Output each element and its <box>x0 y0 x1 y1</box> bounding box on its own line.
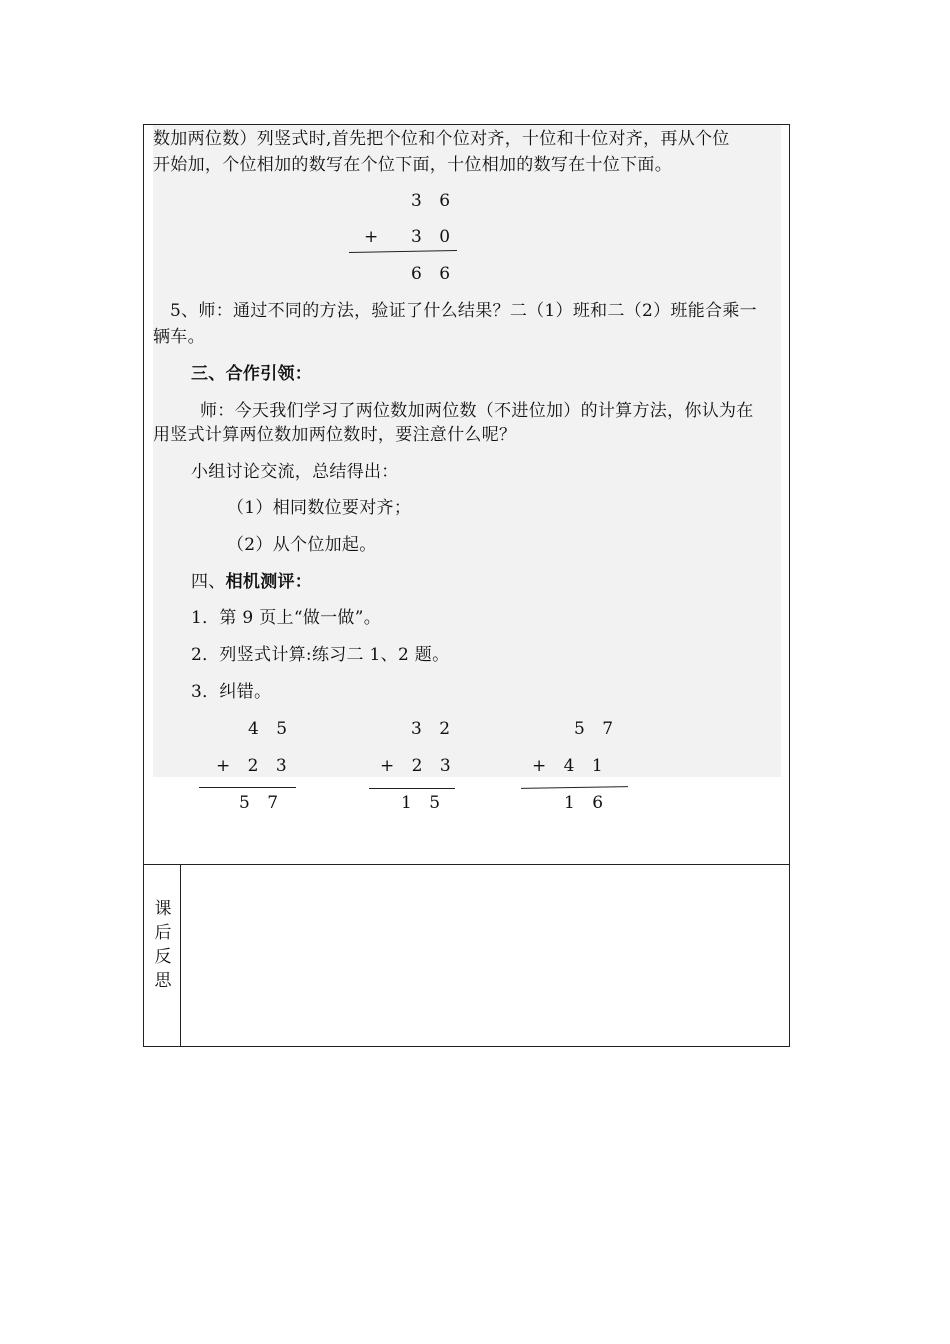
correction-3-top: 5 7 <box>574 719 620 739</box>
task-3: 3．纠错。 <box>191 682 272 702</box>
example-plus-sign: + <box>364 227 385 247</box>
correction-1-result: 5 7 <box>239 793 285 813</box>
step5-line-2: 辆车。 <box>153 327 205 347</box>
correction-2-sum-line <box>369 788 455 789</box>
step5-line-1: 5、师：通过不同的方法，验证了什么结果？二（1）班和二（2）班能合乘一 <box>170 301 757 321</box>
section4-prefix: 四、 <box>191 572 226 592</box>
section3-heading: 三、合作引领： <box>191 364 313 384</box>
group-discussion: 小组讨论交流，总结得出： <box>191 462 399 482</box>
example-top-number: 3 6 <box>411 191 457 211</box>
teacher-line-1: 师：今天我们学习了两位数加两位数（不进位加）的计算方法，你认为在 <box>200 401 754 421</box>
task-2: 2．列竖式计算:练习二 1、2 题。 <box>191 645 450 665</box>
task-1: 1．第 9 页上“做一做”。 <box>191 608 382 628</box>
reflection-content-cell[interactable] <box>182 866 788 1045</box>
table-column-divider <box>180 864 181 1047</box>
correction-2-top: 3 2 <box>411 719 457 739</box>
reflection-label-char: 后 <box>154 923 172 943</box>
section4-title: 相机测评： <box>225 572 313 592</box>
intro-line-1: 数加两位数）列竖式时,首先把个位和个位对齐，十位和十位对齐，再从个位 <box>153 129 730 149</box>
correction-1-sum-line <box>199 787 296 788</box>
reflection-label-char: 思 <box>154 971 172 991</box>
example-result: 6 6 <box>411 264 457 284</box>
correction-3-result: 1 6 <box>564 793 610 813</box>
reflection-label <box>152 897 174 993</box>
table-row-divider <box>143 864 790 865</box>
reflection-label-char: 课 <box>154 899 172 919</box>
correction-2-second: + 2 3 <box>380 756 457 776</box>
reflection-label-char: 反 <box>154 947 172 967</box>
point-1: （1）相同数位要对齐； <box>227 498 412 518</box>
example-second-number: 3 0 <box>411 227 457 247</box>
intro-line-2: 开始加，个位相加的数写在个位下面，十位相加的数写在十位下面。 <box>153 155 672 175</box>
point-2: （2）从个位加起。 <box>227 535 377 555</box>
correction-1-second: + 2 3 <box>216 756 293 776</box>
correction-2-result: 1 5 <box>401 793 447 813</box>
correction-3-second: + 4 1 <box>532 756 609 776</box>
teacher-line-2: 用竖式计算两位数加两位数时，要注意什么呢？ <box>153 425 517 445</box>
correction-1-top: 4 5 <box>248 719 294 739</box>
section4-heading <box>191 571 312 593</box>
